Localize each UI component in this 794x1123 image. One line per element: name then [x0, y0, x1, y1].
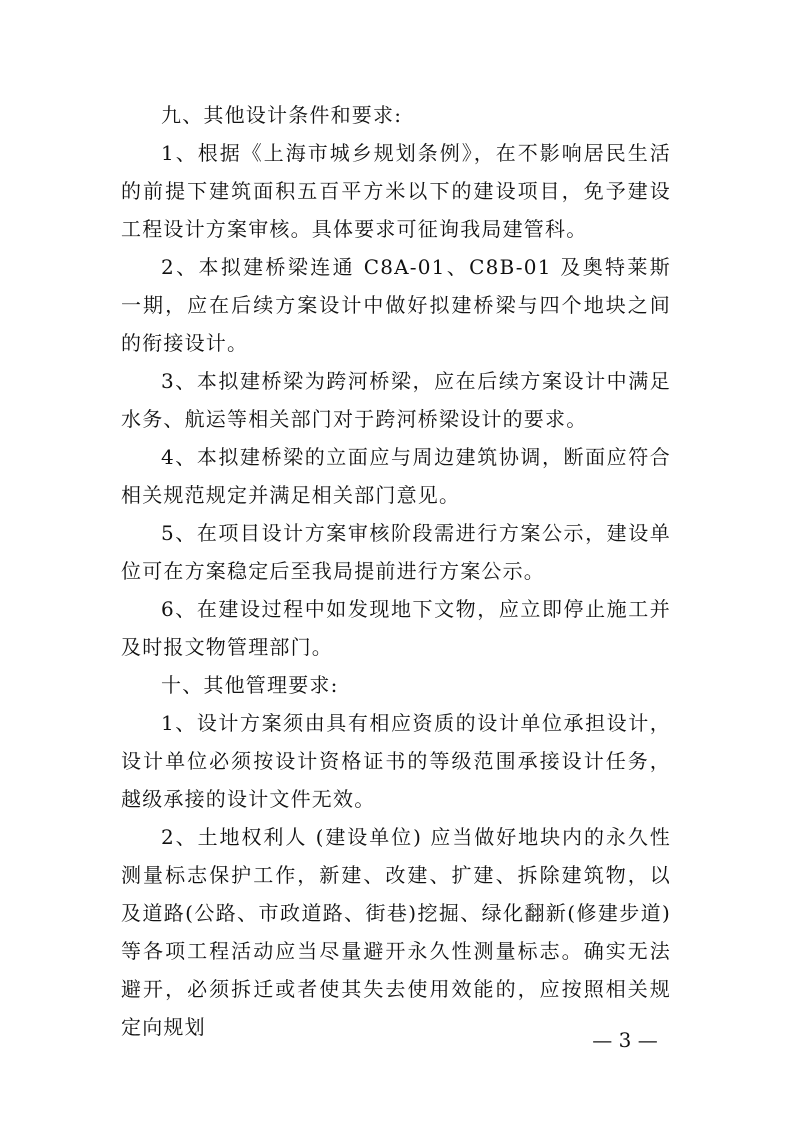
- paragraph-nine-5: 5、在项目设计方案审核阶段需进行方案公示，建设单位可在方案稳定后至我局提前进行方案公示。: [121, 521, 671, 583]
- page-number: — 3 —: [592, 1028, 658, 1052]
- paragraph-ten-2: 2、土地权利人 (建设单位) 应当做好地块内的永久性测量标志保护工作，新建、改建、扩建、拆除建筑物，以及道路(公路、市政道路、街巷)挖掘、绿化翻新(修建步道)等各项工程活动应当尽量避开永久性测量标志。确实无法避开，必须拆迁或者使其失去使用效能的，应按照相关规定向规划: [121, 825, 671, 1039]
- section-heading-nine: 九、其他设计条件和要求:: [161, 103, 403, 127]
- document-body: [121, 96, 671, 1046]
- section-heading-ten: 十、其他管理要求:: [161, 673, 339, 697]
- paragraph-nine-1: 1、根据《上海市城乡规划条例》，在不影响居民生活的前提下建筑面积五百平方米以下的建设项目，免予建设工程设计方案审核。具体要求可征询我局建管科。: [121, 141, 671, 241]
- paragraph-nine-6: 6、在建设过程中如发现地下文物，应立即停止施工并及时报文物管理部门。: [121, 597, 671, 659]
- paragraph-ten-1: 1、设计方案须由具有相应资质的设计单位承担设计，设计单位必须按设计资格证书的等级范围承接设计任务，越级承接的设计文件无效。: [121, 711, 671, 811]
- paragraph-nine-3: 3、本拟建桥梁为跨河桥梁，应在后续方案设计中满足水务、航运等相关部门对于跨河桥梁设计的要求。: [121, 369, 671, 431]
- paragraph-nine-4: 4、本拟建桥梁的立面应与周边建筑协调，断面应符合相关规范规定并满足相关部门意见。: [121, 445, 671, 507]
- paragraph-nine-2: 2、本拟建桥梁连通 C8A-01、C8B-01 及奥特莱斯一期，应在后续方案设计中做好拟建桥梁与四个地块之间的衔接设计。: [121, 255, 671, 355]
